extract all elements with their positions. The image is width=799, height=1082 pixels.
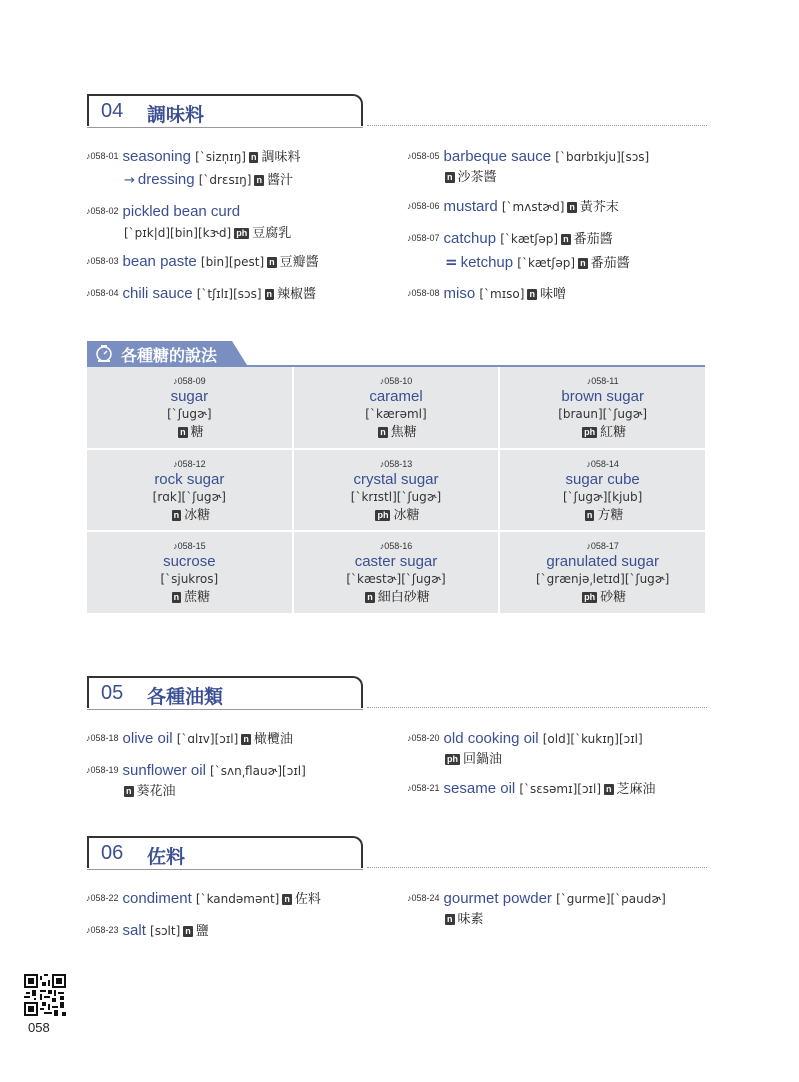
english-word: seasoning (122, 148, 191, 165)
part-of-speech-badge: n (256, 175, 262, 185)
section-header-04 (87, 94, 707, 128)
page-number: 058 (28, 1020, 50, 1035)
english-word: sugar cube (565, 470, 640, 488)
dotted-divider (367, 125, 707, 126)
sugar-table-cell (294, 450, 499, 531)
audio-track-number[interactable]: ♪058-18 (86, 733, 119, 743)
sugar-table-tab (87, 341, 247, 365)
part-of-speech-badge: n (269, 257, 275, 267)
part-of-speech-badge: n (180, 427, 186, 437)
scale-icon (93, 343, 115, 363)
audio-track-number[interactable]: ♪058-12 (173, 458, 206, 469)
dotted-divider (367, 707, 707, 708)
english-word: barbeque sauce (443, 148, 552, 165)
phonetic: [ˋsizn̩ɪŋ] (195, 150, 246, 164)
english-word: pickled bean curd (122, 203, 241, 220)
chinese-meaning: 芝麻油 (616, 782, 656, 797)
sugar-table-cell (87, 367, 292, 448)
chinese-meaning: 焦糖 (390, 425, 417, 440)
english-word: ketchup (460, 254, 514, 271)
phonetic: [ˋpɪk|d][bin][kɝd] (124, 226, 232, 240)
chinese-meaning: 豆腐乳 (252, 226, 292, 241)
part-of-speech-badge: ph (584, 592, 596, 603)
chinese-meaning: 紅糖 (600, 425, 627, 440)
chinese-meaning: 番茄醬 (573, 232, 613, 247)
part-of-speech-badge: n (284, 894, 290, 904)
vocab-entry (86, 759, 306, 801)
audio-track-number[interactable]: ♪058-04 (86, 288, 119, 298)
english-word: sucrose (163, 553, 216, 571)
english-word: olive oil (122, 730, 173, 747)
chinese-meaning: 糖 (190, 425, 204, 440)
sugar-table-cell (294, 532, 499, 613)
section-number: 06 (101, 842, 124, 864)
vocab-entry (407, 195, 619, 219)
chinese-meaning: 黃芥末 (579, 200, 619, 215)
section-header-05 (87, 676, 707, 710)
audio-track-number[interactable]: ♪058-10 (379, 376, 413, 386)
phonetic: [ˋgurme][ˋpaudɚ] (556, 892, 666, 906)
audio-track-number[interactable]: ♪058-09 (173, 376, 206, 386)
audio-track-number[interactable]: ♪058-03 (86, 256, 119, 266)
english-word: crystal sugar (353, 470, 439, 488)
phonetic: [rɑk][ˋʃugɚ] (152, 489, 226, 504)
audio-track-number[interactable]: ♪058-21 (407, 783, 440, 793)
chinese-meaning: 豆瓣醬 (279, 255, 319, 270)
audio-track-number[interactable]: ♪058-11 (586, 376, 619, 386)
part-of-speech-badge: ph (377, 509, 389, 520)
phonetic: [ˋkrɪstl][ˋʃugɚ] (350, 489, 442, 504)
phonetic: [ˋɑlɪv][ɔɪl] (176, 732, 239, 746)
phonetic: [ˋsjukros] (160, 572, 219, 587)
vocab-entry (86, 282, 316, 306)
english-word: sugar (170, 388, 209, 405)
chinese-meaning: 冰糖 (393, 507, 420, 523)
phonetic: [ˋkætʃəp] (517, 256, 576, 270)
audio-track-number[interactable]: ♪058-15 (173, 541, 206, 552)
chinese-meaning: 佐料 (294, 892, 321, 907)
phonetic: [ˋmɪso] (479, 287, 525, 301)
phonetic: [ˋkærəml] (365, 407, 427, 421)
english-word: condiment (122, 890, 192, 907)
sugar-table-cell (87, 532, 292, 613)
sugar-table-cell (500, 367, 705, 448)
audio-track-number[interactable]: ♪058-07 (407, 233, 440, 243)
audio-track-number[interactable]: ♪058-16 (379, 541, 413, 552)
english-word: sesame oil (443, 780, 516, 797)
audio-track-number[interactable]: ♪058-08 (407, 288, 440, 298)
audio-track-number[interactable]: ♪058-14 (586, 458, 619, 469)
part-of-speech-badge: n (173, 592, 180, 603)
part-of-speech-badge: n (243, 734, 249, 744)
phonetic: [ˋʃugɚ][kjub] (563, 489, 643, 504)
part-of-speech-badge: n (380, 427, 386, 437)
audio-track-number[interactable]: ♪058-06 (407, 201, 440, 211)
chinese-meaning: 回鍋油 (463, 752, 503, 767)
dotted-divider (367, 867, 707, 868)
english-word: sunflower oil (122, 762, 206, 779)
section-header-06 (87, 836, 707, 870)
part-of-speech-badge: n (447, 914, 453, 924)
phonetic: [bin][pest] (200, 255, 265, 269)
audio-track-number[interactable]: ♪058-13 (379, 458, 413, 469)
english-word: granulated sugar (546, 553, 659, 571)
equals-icon: = (445, 253, 458, 271)
phonetic: [ˋgrænjə͵letɪd][ˋʃugɚ] (536, 572, 670, 587)
english-word: catchup (443, 230, 497, 247)
vocab-entry (86, 200, 291, 243)
section-box (87, 94, 363, 126)
chinese-meaning: 蔗糖 (184, 590, 211, 606)
vocab-entry (407, 777, 656, 801)
audio-track-number[interactable]: ♪058-02 (86, 206, 119, 216)
sugar-table-cell (87, 450, 292, 531)
section-box (87, 836, 363, 868)
vocab-entry (86, 887, 321, 911)
part-of-speech-badge: n (173, 509, 180, 520)
section-title: 各種油類 (147, 686, 224, 708)
english-word: chili sauce (122, 285, 193, 302)
chinese-meaning: 沙茶醬 (457, 170, 497, 185)
phonetic: [ˋtʃɪlɪ][sɔs] (196, 287, 262, 301)
english-word: caster sugar (354, 553, 438, 571)
phonetic: [ˋmʌstɚd] (501, 200, 565, 214)
phonetic: [braun][ˋʃugɚ] (558, 407, 648, 421)
sugar-table-cell (500, 532, 705, 613)
audio-track-number[interactable]: ♪058-17 (586, 541, 619, 552)
chinese-meaning: 醬汁 (266, 173, 293, 188)
phonetic: [ˋkæstɚ][ˋʃugɚ] (346, 572, 446, 587)
chinese-meaning: 調味料 (261, 150, 301, 165)
audio-track-number[interactable]: ♪058-24 (407, 893, 440, 903)
english-word: old cooking oil (443, 730, 539, 747)
vocab-entry (86, 145, 301, 192)
sugar-table-title: 各種糖的說法 (121, 346, 218, 365)
part-of-speech-badge: n (447, 172, 453, 182)
part-of-speech-badge: n (586, 509, 593, 520)
chinese-meaning: 橄欖油 (253, 732, 293, 747)
chinese-meaning: 冰糖 (184, 507, 211, 523)
english-word: mustard (443, 198, 498, 215)
english-word: miso (443, 285, 476, 302)
part-of-speech-badge: n (250, 152, 257, 162)
english-word: brown sugar (561, 388, 644, 405)
chinese-meaning: 鹽 (195, 924, 209, 939)
phonetic: [ˋsɛsəmɪ][ɔɪl] (519, 782, 602, 796)
section-title: 佐料 (147, 846, 186, 868)
section-box (87, 676, 363, 708)
vocab-entry (407, 727, 643, 769)
chinese-meaning: 砂糖 (600, 590, 627, 606)
part-of-speech-badge: n (580, 258, 586, 268)
part-of-speech-badge: n (563, 234, 569, 244)
part-of-speech-badge: n (185, 926, 191, 936)
vocab-entry (407, 227, 630, 275)
phonetic: [old][ˋkukɪŋ][ɔɪl] (542, 732, 643, 746)
audio-track-number[interactable]: ♪058-19 (86, 765, 119, 775)
phonetic: [sɔlt] (150, 924, 181, 938)
sugar-table (87, 367, 705, 613)
chinese-meaning: 番茄醬 (590, 256, 630, 271)
chinese-meaning: 味噌 (539, 287, 566, 302)
english-word: salt (122, 922, 146, 939)
audio-track-number[interactable]: ♪058-05 (407, 151, 440, 161)
phonetic: [ˋkandəmənt] (195, 892, 280, 906)
part-of-speech-badge: ph (236, 228, 248, 238)
section-number: 04 (101, 100, 124, 122)
english-word: dressing (137, 171, 195, 188)
english-word: caramel (369, 388, 423, 405)
chinese-meaning: 方糖 (597, 507, 624, 523)
vocab-entry (407, 282, 566, 306)
phonetic: [ˋʃugɚ] (167, 407, 212, 421)
english-word: rock sugar (154, 470, 225, 488)
sugar-table-cell (500, 450, 705, 531)
audio-track-number[interactable]: ♪058-22 (86, 893, 119, 903)
vocab-entry (407, 145, 649, 187)
qr-code-icon[interactable] (24, 974, 66, 1016)
part-of-speech-badge: n (367, 592, 373, 603)
part-of-speech-badge: n (126, 786, 132, 796)
chinese-meaning: 辣椒醬 (277, 287, 317, 302)
part-of-speech-badge: n (569, 202, 575, 212)
audio-track-number[interactable]: ♪058-20 (407, 733, 440, 743)
sugar-table-cell (294, 367, 499, 448)
arrow-icon: → (124, 173, 135, 188)
chinese-meaning: 味素 (457, 912, 484, 927)
audio-track-number[interactable]: ♪058-23 (86, 925, 119, 935)
phonetic: [ˋsʌn͵flauɚ][ɔɪl] (210, 764, 306, 778)
vocab-entry (86, 250, 319, 274)
audio-track-number[interactable]: ♪058-01 (86, 151, 119, 161)
chinese-meaning: 葵花油 (136, 784, 176, 799)
part-of-speech-badge: ph (584, 427, 596, 437)
english-word: gourmet powder (443, 890, 552, 907)
phonetic: [ˋkætʃəp] (500, 232, 559, 246)
part-of-speech-badge: ph (447, 754, 458, 764)
chinese-meaning: 細白砂糖 (377, 590, 430, 606)
part-of-speech-badge: n (529, 289, 535, 299)
english-word: bean paste (122, 253, 197, 270)
vocab-entry (86, 919, 209, 943)
part-of-speech-badge: n (266, 289, 273, 299)
part-of-speech-badge: n (606, 784, 612, 794)
section-title: 調味料 (147, 104, 205, 126)
vocab-entry (86, 727, 293, 751)
phonetic: [ˋbɑrbɪkju][sɔs] (555, 150, 650, 164)
phonetic: [ˋdrɛsɪŋ] (198, 173, 252, 187)
vocab-entry (407, 887, 666, 929)
section-number: 05 (101, 682, 124, 704)
